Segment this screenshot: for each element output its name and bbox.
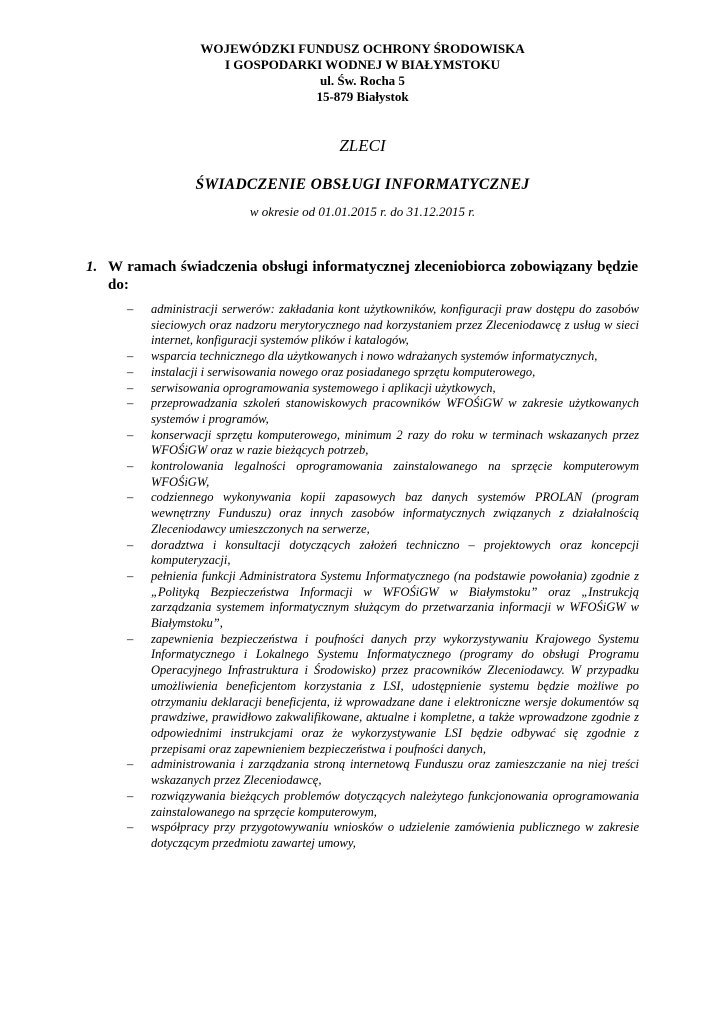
list-item-text: kontrolowania legalności oprogramowania zainstalowanego na sprzęcie komputerowym WFOŚiGW, (151, 459, 639, 489)
duties-list (127, 302, 639, 852)
letterhead-line-2: I GOSPODARKI WODNEJ W BIAŁYMSTOKU (225, 57, 500, 72)
list-item-text: codziennego wykonywania kopii zapasowych baz danych systemów PROLAN (program wewnętrzny Funduszu) oraz innych zasobów informatycznych związanych z działalnością Zleceniodawcy umieszczonych na serwerze, (151, 490, 639, 536)
list-item (127, 490, 639, 537)
list-item (127, 820, 639, 851)
dash-bullet: – (127, 396, 134, 411)
dash-bullet: – (127, 490, 134, 505)
list-item-text: konserwacji sprzętu komputerowego, minimum 2 razy do roku w terminach wskazanych przez WFOŚiGW oraz w razie bieżących potrzeb, (151, 427, 639, 458)
list-item (127, 396, 639, 427)
section-heading-text: W ramach świadczenia obsługi informatycznej zleceniobiorca zobowiązany będzie do: (108, 259, 638, 293)
list-item (127, 569, 639, 632)
dash-bullet: – (127, 757, 134, 772)
dash-bullet: – (127, 302, 134, 316)
letterhead (0, 41, 725, 105)
dash-bullet: – (127, 568, 134, 583)
list-item-text: instalacji i serwisowania nowego oraz posiadanego sprzętu komputerowego, (151, 364, 536, 379)
dash-bullet: – (127, 349, 134, 364)
list-item-text: zapewnienia bezpieczeństwa i poufności danych przy wykorzystywaniu Krajowego Systemu Informatycznego i Lokalnego Systemu Informatycznego (programy do obsługi Programu Operacyjnego Infrastruktura i Środowisko) przez pracowników Zleceniodawcy. W przypadku umożliwienia beneficjentom korzystania z LSI, udostępnienie systemu będzie możliwe po otrzymaniu deklaracji beneficjenta, iż wprowadzane dane i elektroniczne wersje dokumentów są prawdziwe, prawidłowo zakwalifikowane, aktualne i kompletne, a także wprowadzone zgodnie z odpowiednimi instrukcjami oraz że wykorzystywanie LSI będzie odbywać się zgodnie z przepisami oraz zapewnieniem bezpieczeństwa i poufności danych, (151, 631, 639, 756)
list-item (127, 459, 639, 490)
list-item (127, 632, 639, 758)
dash-bullet: – (127, 364, 134, 379)
dash-bullet: – (127, 427, 134, 442)
list-item (127, 365, 639, 381)
period-subtitle: w okresie od 01.01.2015 r. do 31.12.2015 r. (249, 204, 476, 219)
list-item-text: pełnienia funkcji Administratora Systemu Informatycznego (na podstawie powołania) zgodnie z „Polityką Bezpieczeństwa Informacji w WFOŚiGW w Białymstoku” oraz „Instrukcją zarządzania systemem informatycznym służącym do przetwarzania informacji w WFOŚiGW w Białymstoku”, (151, 568, 639, 631)
letterhead-postal: 15-879 Białystok (316, 89, 409, 104)
action-heading: ZLECI (339, 136, 386, 155)
dash-bullet: – (127, 631, 134, 646)
list-item-text: administracji serwerów: zakładania kont użytkowników, konfiguracji praw dostępu do zasobów sieciowych oraz nadzoru merytorycznego nad korzystaniem przez Zleceniodawcę z usług w sieci internet, konfiguracji systemów plików i katalogów, (151, 302, 639, 348)
dash-bullet: – (127, 820, 134, 835)
dash-bullet: – (127, 788, 134, 803)
letterhead-line-1: WOJEWÓDZKI FUNDUSZ OCHRONY ŚRODOWISKA (200, 41, 525, 56)
list-item (127, 302, 639, 349)
list-item-text: przeprowadzania szkoleń stanowiskowych pracowników WFOŚiGW w zakresie użytkowanych systemów i programów, (151, 396, 639, 426)
letterhead-address: ul. Św. Rocha 5 (320, 73, 405, 88)
list-item (127, 789, 639, 820)
dash-bullet: – (127, 537, 134, 552)
list-item (127, 428, 639, 459)
dash-bullet: – (127, 380, 134, 395)
document-title: ŚWIADCZENIE OBSŁUGI INFORMATYCZNEJ (195, 176, 530, 193)
list-item-text: doradztwa i konsultacji dotyczących założeń techniczno – projektowych oraz koncepcji komputeryzacji, (151, 537, 639, 568)
list-item-text: serwisowania oprogramowania systemowego i aplikacji użytkowych, (151, 380, 496, 395)
list-item-text: rozwiązywania bieżących problemów dotyczących należytego funkcjonowania oprogramowania zainstalowanego na sprzęcie komputerowym, (151, 788, 639, 819)
list-item-text: wsparcia technicznego dla użytkowanych i nowo wdrażanych systemów informatycznych, (151, 349, 598, 364)
list-item (127, 757, 639, 788)
section-number: 1. (86, 259, 98, 275)
list-item (127, 538, 639, 569)
list-item (127, 349, 639, 365)
list-item-text: współpracy przy przygotowywaniu wniosków o udzielenie zamówienia publicznego w zakresie dotyczącym przedmiotu zawartej umowy, (151, 820, 639, 850)
list-item-text: administrowania i zarządzania stroną internetową Funduszu oraz zamieszczanie na niej treści wskazanych przez Zleceniodawcę, (151, 757, 639, 788)
dash-bullet: – (127, 459, 134, 474)
list-item (127, 381, 639, 397)
section-1-heading (86, 258, 638, 294)
